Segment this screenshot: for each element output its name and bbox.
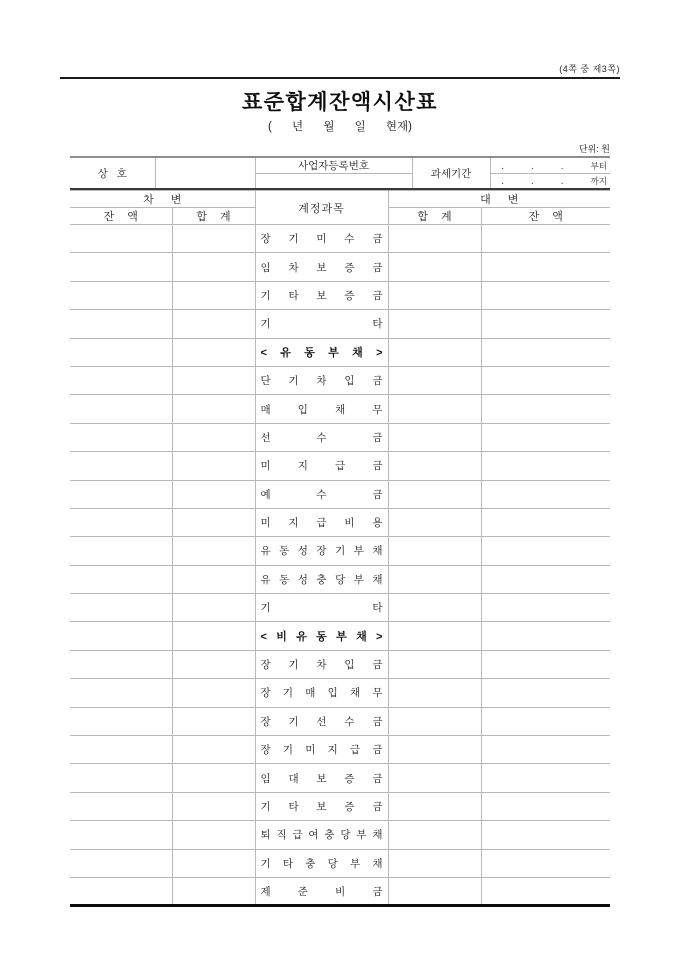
credit-total-cell[interactable] — [388, 452, 481, 480]
debit-balance-cell[interactable] — [70, 281, 172, 309]
debit-balance-cell[interactable] — [70, 423, 172, 451]
debit-balance-cell[interactable] — [70, 650, 172, 678]
account-name: < 비 유 동 부 채 > — [260, 631, 383, 644]
account-row — [70, 877, 610, 905]
account-name: < 유 동 부 채 > — [260, 347, 383, 360]
account-row — [70, 594, 610, 622]
account-cell — [255, 764, 388, 792]
account-name: 퇴 직 급 여 충 당 부 채 — [260, 829, 383, 842]
credit-group-header: 대 변 — [388, 191, 610, 208]
account-name: 예 수 금 — [260, 488, 383, 501]
account-name: 장 기 매 입 채 무 — [260, 687, 383, 700]
credit-total-cell[interactable] — [388, 622, 481, 650]
debit-total-header: 합 계 — [172, 208, 255, 225]
account-cell — [255, 452, 388, 480]
debit-total-cell[interactable] — [172, 310, 255, 338]
account-cell — [255, 366, 388, 394]
account-name: 미 지 급 금 — [260, 460, 383, 473]
debit-total-cell[interactable] — [172, 366, 255, 394]
account-row — [70, 764, 610, 792]
credit-balance-cell[interactable] — [481, 821, 610, 849]
debit-total-cell[interactable] — [172, 622, 255, 650]
debit-total-cell[interactable] — [172, 764, 255, 792]
account-name: 임 차 보 증 금 — [260, 261, 383, 274]
credit-total-cell[interactable] — [388, 310, 481, 338]
debit-total-cell[interactable] — [172, 594, 255, 622]
account-row — [70, 792, 610, 820]
debit-balance-cell[interactable] — [70, 821, 172, 849]
account-cell — [255, 225, 388, 253]
credit-total-cell[interactable] — [388, 792, 481, 820]
account-row — [70, 650, 610, 678]
account-row — [70, 849, 610, 877]
account-row — [70, 480, 610, 508]
debit-total-cell[interactable] — [172, 395, 255, 423]
credit-balance-cell[interactable] — [481, 366, 610, 394]
debit-balance-cell[interactable] — [70, 849, 172, 877]
credit-balance-cell[interactable] — [481, 650, 610, 678]
debit-balance-cell[interactable] — [70, 480, 172, 508]
page-title: 표준합계잔액시산표 — [241, 91, 439, 114]
debit-balance-cell[interactable] — [70, 594, 172, 622]
account-cell — [255, 395, 388, 423]
debit-balance-cell[interactable] — [70, 225, 172, 253]
account-name: 기 타 — [260, 602, 383, 615]
debit-balance-header: 잔 액 — [70, 208, 172, 225]
period-from-label: 부터 — [590, 160, 607, 171]
account-cell — [255, 821, 388, 849]
credit-balance-cell[interactable] — [481, 594, 610, 622]
credit-balance-cell[interactable] — [481, 877, 610, 905]
tax-period-label: 과세기간 — [412, 157, 490, 189]
account-row — [70, 452, 610, 480]
account-name: 단 기 차 입 금 — [260, 375, 383, 388]
page-subtitle: ( 년 월 일 현재) — [268, 121, 412, 133]
credit-balance-cell[interactable] — [481, 423, 610, 451]
account-row — [70, 366, 610, 394]
business-number-label: 사업자등록번호 — [255, 157, 412, 174]
credit-balance-cell[interactable] — [481, 225, 610, 253]
account-name: 기 타 충 당 부 채 — [260, 857, 383, 870]
credit-balance-cell[interactable] — [481, 338, 610, 366]
credit-total-cell[interactable] — [388, 253, 481, 281]
credit-balance-cell[interactable] — [481, 736, 610, 764]
credit-total-cell[interactable] — [388, 281, 481, 309]
debit-balance-cell[interactable] — [70, 338, 172, 366]
credit-total-cell[interactable] — [388, 565, 481, 593]
debit-balance-cell[interactable] — [70, 452, 172, 480]
account-cell — [255, 622, 388, 650]
account-name: 기 타 보 증 금 — [260, 289, 383, 302]
credit-total-cell[interactable] — [388, 338, 481, 366]
credit-total-cell[interactable] — [388, 423, 481, 451]
account-row — [70, 537, 610, 565]
page-indicator: (4쪽 중 제3쪽) — [559, 64, 620, 74]
account-cell — [255, 281, 388, 309]
credit-balance-cell[interactable] — [481, 537, 610, 565]
credit-balance-cell[interactable] — [481, 792, 610, 820]
tax-period-from-field[interactable] — [490, 157, 610, 174]
debit-total-cell[interactable] — [172, 253, 255, 281]
debit-total-cell[interactable] — [172, 707, 255, 735]
debit-total-cell[interactable] — [172, 537, 255, 565]
debit-total-cell[interactable] — [172, 650, 255, 678]
debit-balance-cell[interactable] — [70, 508, 172, 536]
account-name: 기 타 보 증 금 — [260, 801, 383, 813]
credit-balance-cell[interactable] — [481, 480, 610, 508]
account-name: 매 입 채 무 — [260, 403, 383, 416]
credit-balance-cell[interactable] — [481, 508, 610, 536]
account-name: 유 동 성 충 당 부 채 — [260, 573, 383, 586]
period-to-label: 까지 — [590, 176, 607, 186]
debit-balance-cell[interactable] — [70, 764, 172, 792]
account-row — [70, 310, 610, 338]
credit-total-cell[interactable] — [388, 736, 481, 764]
account-row — [70, 707, 610, 735]
unit-label: 단위: 원 — [578, 144, 610, 154]
debit-balance-cell[interactable] — [70, 253, 172, 281]
section-header-row — [70, 622, 610, 650]
debit-balance-cell[interactable] — [70, 537, 172, 565]
credit-total-cell[interactable] — [388, 225, 481, 253]
account-row — [70, 679, 610, 707]
trial-balance-table — [70, 190, 610, 907]
account-cell — [255, 338, 388, 366]
account-column-header: 계정과목 — [255, 191, 388, 225]
account-cell — [255, 877, 388, 905]
credit-total-cell[interactable] — [388, 679, 481, 707]
credit-balance-cell[interactable] — [481, 764, 610, 792]
debit-balance-cell[interactable] — [70, 877, 172, 905]
debit-balance-cell[interactable] — [70, 366, 172, 394]
debit-total-cell[interactable] — [172, 338, 255, 366]
credit-total-header: 합 계 — [388, 208, 481, 225]
account-cell — [255, 565, 388, 593]
credit-balance-cell[interactable] — [481, 281, 610, 309]
account-cell — [255, 679, 388, 707]
account-row — [70, 821, 610, 849]
debit-total-cell[interactable] — [172, 736, 255, 764]
debit-total-cell[interactable] — [172, 565, 255, 593]
credit-total-cell[interactable] — [388, 366, 481, 394]
info-row-top — [70, 157, 610, 174]
date-separator-dots: ... — [501, 160, 591, 172]
debit-group-header: 차 변 — [70, 191, 255, 208]
debit-balance-cell[interactable] — [70, 792, 172, 820]
account-cell — [255, 707, 388, 735]
debit-total-cell[interactable] — [172, 480, 255, 508]
credit-total-cell[interactable] — [388, 821, 481, 849]
debit-balance-cell[interactable] — [70, 310, 172, 338]
account-name: 장 기 미 지 급 금 — [260, 744, 383, 757]
credit-total-cell[interactable] — [388, 594, 481, 622]
account-cell — [255, 480, 388, 508]
debit-total-cell[interactable] — [172, 679, 255, 707]
debit-total-cell[interactable] — [172, 849, 255, 877]
account-row — [70, 508, 610, 536]
credit-total-cell[interactable] — [388, 480, 481, 508]
date-separator-dots: ... — [501, 176, 591, 187]
debit-total-cell[interactable] — [172, 877, 255, 905]
credit-total-cell[interactable] — [388, 764, 481, 792]
account-cell — [255, 253, 388, 281]
tax-period-to-field[interactable] — [490, 174, 610, 190]
debit-balance-cell[interactable] — [70, 565, 172, 593]
account-name: 장 기 미 수 금 — [260, 233, 383, 246]
debit-balance-cell[interactable] — [70, 395, 172, 423]
account-row — [70, 225, 610, 253]
account-row — [70, 281, 610, 309]
account-name: 선 수 금 — [260, 431, 383, 444]
account-cell — [255, 423, 388, 451]
account-row — [70, 736, 610, 764]
credit-total-cell[interactable] — [388, 508, 481, 536]
credit-balance-cell[interactable] — [481, 310, 610, 338]
credit-total-cell[interactable] — [388, 395, 481, 423]
debit-total-cell[interactable] — [172, 225, 255, 253]
credit-total-cell[interactable] — [388, 537, 481, 565]
account-row — [70, 565, 610, 593]
account-name: 장 기 차 입 금 — [260, 659, 383, 672]
credit-total-cell[interactable] — [388, 849, 481, 877]
business-number-field[interactable] — [255, 174, 412, 190]
account-name: 미 지 급 비 용 — [260, 517, 383, 530]
credit-balance-cell[interactable] — [481, 565, 610, 593]
account-name: 기 타 — [260, 318, 383, 331]
account-row — [70, 253, 610, 281]
debit-balance-cell[interactable] — [70, 622, 172, 650]
credit-total-cell[interactable] — [388, 707, 481, 735]
credit-balance-header: 잔 액 — [481, 208, 610, 225]
account-cell — [255, 792, 388, 820]
account-row — [70, 395, 610, 423]
debit-balance-cell[interactable] — [70, 679, 172, 707]
account-cell — [255, 736, 388, 764]
credit-balance-cell[interactable] — [481, 679, 610, 707]
debit-total-cell[interactable] — [172, 821, 255, 849]
account-cell — [255, 508, 388, 536]
debit-total-cell[interactable] — [172, 423, 255, 451]
credit-total-cell[interactable] — [388, 877, 481, 905]
account-cell — [255, 594, 388, 622]
account-cell — [255, 310, 388, 338]
debit-total-cell[interactable] — [172, 792, 255, 820]
account-cell — [255, 849, 388, 877]
debit-total-cell[interactable] — [172, 281, 255, 309]
credit-balance-cell[interactable] — [481, 452, 610, 480]
account-cell — [255, 650, 388, 678]
credit-balance-cell[interactable] — [481, 395, 610, 423]
credit-total-cell[interactable] — [388, 650, 481, 678]
account-rows — [70, 225, 610, 906]
company-name-label: 상 호 — [70, 157, 155, 189]
account-row — [70, 423, 610, 451]
account-name: 임 대 보 증 금 — [260, 772, 383, 785]
top-rule-divider — [60, 77, 620, 79]
form-info-table — [70, 156, 610, 190]
credit-balance-cell[interactable] — [481, 707, 610, 735]
debit-balance-cell[interactable] — [70, 736, 172, 764]
account-name: 유 동 성 장 기 부 채 — [260, 545, 383, 558]
credit-balance-cell[interactable] — [481, 253, 610, 281]
credit-balance-cell[interactable] — [481, 622, 610, 650]
account-name: 장 기 선 수 금 — [260, 715, 383, 728]
debit-total-cell[interactable] — [172, 508, 255, 536]
account-name: 제 준 비 금 — [260, 885, 383, 898]
debit-balance-cell[interactable] — [70, 707, 172, 735]
credit-balance-cell[interactable] — [481, 849, 610, 877]
trial-balance-header — [70, 191, 610, 225]
section-header-row — [70, 338, 610, 366]
company-name-field[interactable] — [155, 157, 255, 189]
debit-total-cell[interactable] — [172, 452, 255, 480]
account-cell — [255, 537, 388, 565]
